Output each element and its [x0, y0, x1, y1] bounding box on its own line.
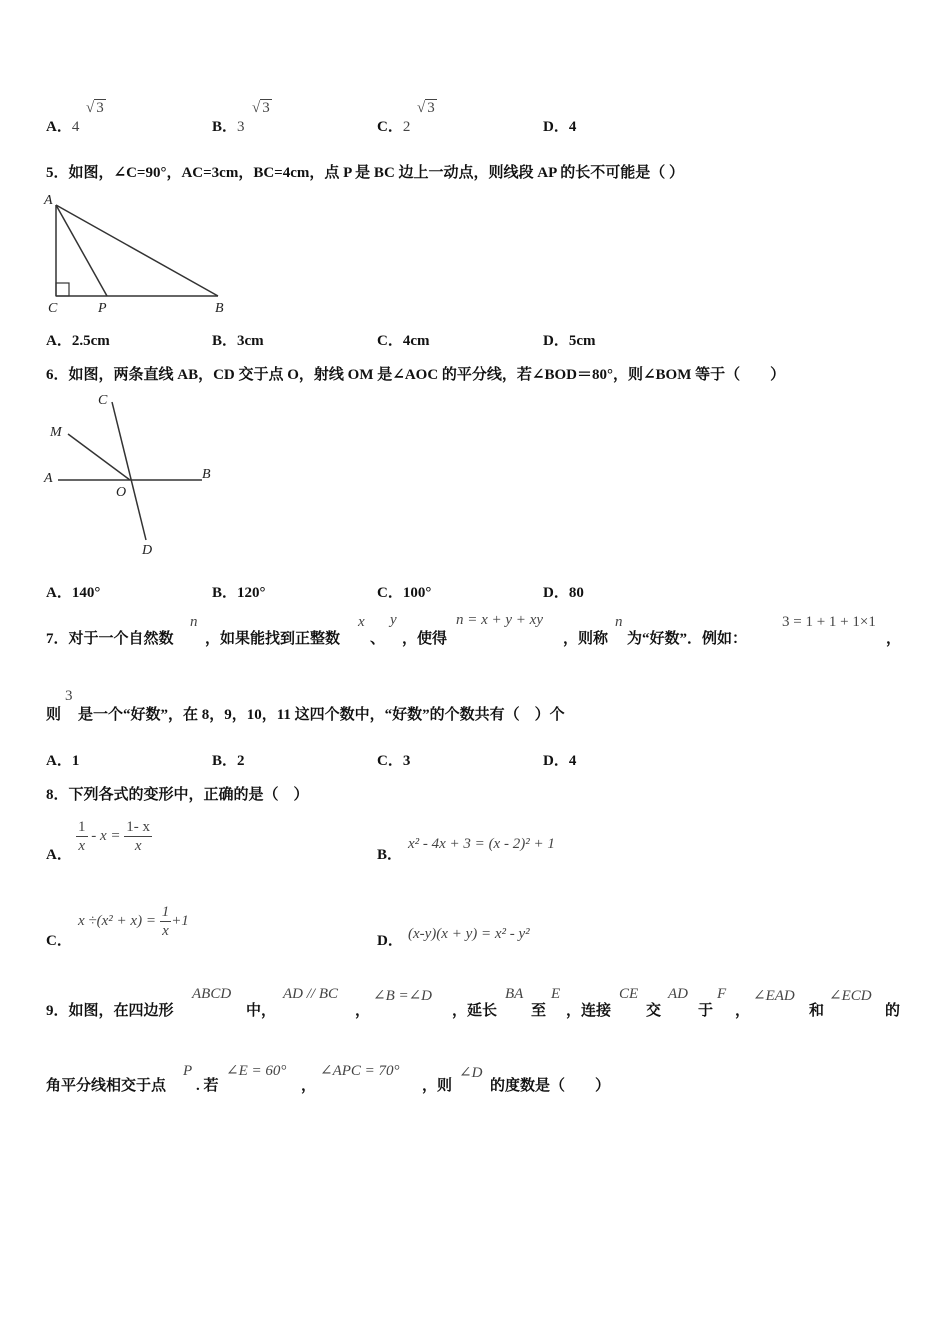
q5-triangle-figure: [40, 188, 240, 318]
q8-option-b-expr: x² - 4x + 3 = (x - 2)² + 1: [408, 836, 555, 852]
q6-option-d: D．80: [543, 585, 584, 601]
label-c: C: [48, 301, 58, 316]
label-m: M: [50, 425, 62, 440]
q5-text: 5．如图，∠C=90°，AC=3cm，BC=4cm，点 P 是 BC 边上一动点，则线段 AP 的长不可能是（ ）: [46, 165, 684, 181]
q6-lines-figure: [40, 388, 240, 563]
q5-option-d: D．5cm: [543, 333, 596, 349]
q6-option-a: A．140°: [46, 585, 101, 601]
math-formula: n = x + y + xy: [456, 612, 543, 628]
q7-option-b: B．2: [212, 753, 245, 769]
label-d: D: [142, 543, 153, 558]
label-b: B: [202, 467, 211, 482]
math-three: 3: [65, 688, 73, 704]
q4-option-a: A．4 √ 3: [46, 100, 104, 135]
right-angle-mark: [56, 283, 69, 296]
q8-option-a-letter: A．: [46, 847, 72, 863]
q6-option-b: B．120°: [212, 585, 266, 601]
sqrt-symbol: √ 3: [86, 100, 104, 116]
q5-option-c: C．4cm: [377, 333, 430, 349]
q7-option-d: D．4: [543, 753, 577, 769]
label-a: A: [44, 471, 53, 486]
label-a: A: [44, 193, 53, 208]
sqrt-symbol: √ 3: [252, 100, 270, 116]
sqrt-symbol: √ 3: [417, 100, 435, 116]
math-x: x: [358, 614, 365, 630]
math-n: n: [190, 614, 198, 630]
q4-option-c: C．2 √ 3: [377, 100, 435, 135]
q8-option-c-expr: x ÷(x² + x) = $\frac{1}{x}$ +1: [78, 904, 189, 939]
q8-option-b-letter: B．: [377, 847, 403, 863]
label-p: P: [98, 301, 107, 316]
q7-option-c: C．3: [377, 753, 411, 769]
math-y: y: [390, 612, 397, 628]
q5-option-a: A．2.5cm: [46, 333, 110, 349]
ray-om: [68, 434, 130, 480]
q8-option-d-letter: D．: [377, 933, 403, 949]
label-o: O: [116, 485, 127, 500]
label-b: B: [215, 301, 224, 316]
q8-option-c-letter: C．: [46, 933, 72, 949]
q8-text: 8．下列各式的变形中，正确的是（ ）: [46, 787, 309, 803]
q4-option-b: B．3 √ 3: [212, 100, 270, 135]
q7-option-a: A．1: [46, 753, 80, 769]
q6-option-c: C．100°: [377, 585, 432, 601]
math-n: n: [615, 614, 623, 630]
q8-option-a-expr: $\frac{1}{x}$ - x = $\frac{1- x}{x}$: [78, 819, 151, 854]
q8-option-d-expr: (x-y)(x + y) = x² - y²: [408, 926, 530, 942]
math-example: 3 = 1 + 1 + 1×1: [782, 614, 876, 630]
segment-ab: [56, 205, 218, 296]
q6-text: 6．如图，两条直线 AB，CD 交于点 O，射线 OM 是∠AOC 的平分线，若∠BOD＝80°，则∠BOM 等于（ ）: [46, 367, 786, 383]
q4-option-d: D．4: [543, 119, 577, 135]
label-c: C: [98, 393, 108, 408]
q5-option-b: B．3cm: [212, 333, 264, 349]
